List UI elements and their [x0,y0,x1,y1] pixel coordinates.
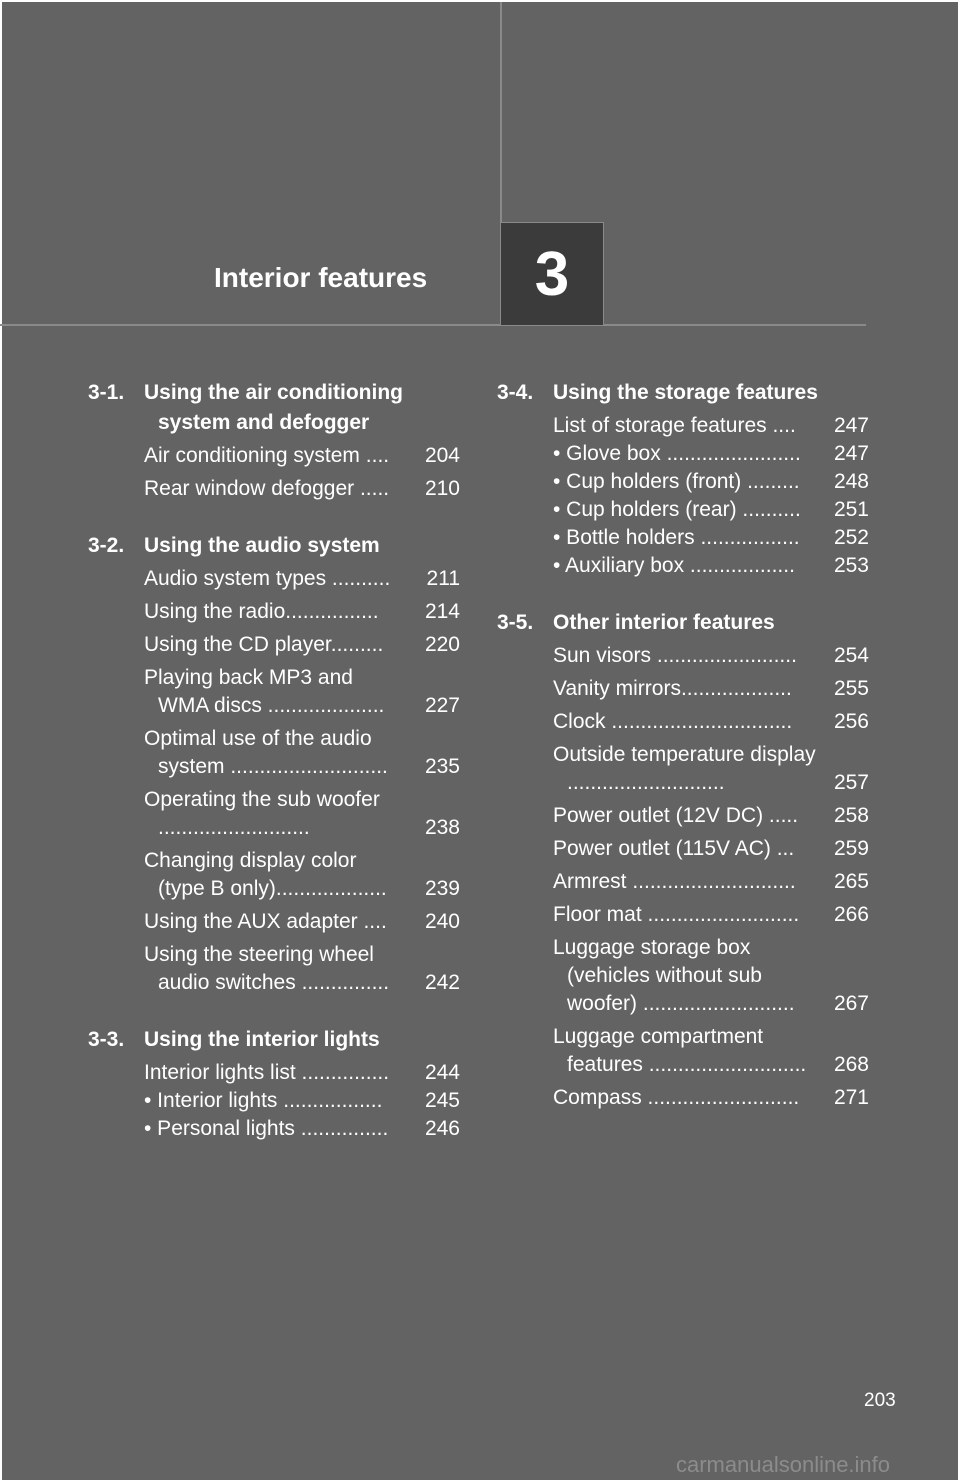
toc-entry-label: Using the CD player [144,633,331,656]
section-number: 3-2. [88,534,125,557]
toc-leader-dots: .... [357,910,387,933]
toc-entry[interactable] [144,847,460,903]
toc-section-3-2 [88,531,460,997]
toc-entry-page: 248 [833,470,869,493]
toc-entry-page: 242 [424,971,460,994]
toc-entry-page: 245 [424,1089,460,1112]
toc-entry-label: • Interior lights [144,1089,278,1112]
toc-leader-dots: ................. [694,526,800,549]
toc-entry[interactable] [553,835,869,863]
toc-entry-page: 259 [833,837,869,860]
toc-section-3-5 [497,608,869,1112]
toc-entry[interactable] [553,412,869,440]
toc-entry-name [144,786,408,842]
toc-entry-page: 220 [424,633,460,656]
toc-entry-page: 252 [833,526,869,549]
toc-entry[interactable] [553,934,869,1018]
toc-entry-page: 265 [833,870,869,893]
toc-entry[interactable] [144,664,460,720]
toc-entry-label: Floor mat [553,903,642,926]
toc-entry-page: 227 [424,694,460,717]
toc-entry-label: List of storage features [553,414,767,437]
toc-leader-dots: .................. [684,554,795,577]
toc-leader-dots: .......... [326,567,391,590]
toc-entry-page: 246 [424,1117,460,1140]
toc-leader-dots: ..... [354,477,390,500]
toc-entry-page: 257 [833,771,869,794]
toc-entry-page: 210 [424,477,460,500]
toc-entry[interactable] [144,475,460,503]
toc-entry-page: 253 [833,554,869,577]
toc-leader-dots: ..... [763,804,799,827]
toc-entry-page: 235 [424,755,460,778]
toc-entry[interactable] [553,496,869,524]
toc-entry-name [144,664,408,720]
toc-entry-name [144,941,408,997]
toc-entry-page: 238 [424,816,460,839]
toc-entry-label: Using the radio [144,600,286,623]
toc-entry[interactable] [144,1087,460,1115]
toc-entry[interactable] [553,708,869,736]
toc-entry[interactable] [553,1084,869,1112]
toc-entry-name [553,552,817,580]
toc-leader-dots: ................... [680,677,792,700]
toc-entry-page: 204 [424,444,460,467]
toc-leader-dots: ................... [275,877,387,900]
toc-entry-page: 258 [833,804,869,827]
toc-entry-page: 244 [424,1061,460,1084]
toc-leader-dots: .......................... [158,816,310,839]
toc-entry-label: Rear window defogger [144,477,355,500]
toc-entry-page: 266 [833,903,869,926]
toc-entry-name [144,725,408,781]
toc-entry-name [144,565,408,593]
toc-entry-name [144,442,408,470]
toc-entry[interactable] [144,442,460,470]
toc-leader-dots: ........................... [567,771,725,794]
toc-entry-label: Outside temperature display [553,743,816,766]
toc-entry[interactable] [553,1023,869,1079]
toc-section-3-4 [497,378,869,580]
toc-entry[interactable] [553,440,869,468]
toc-entry-label: Changing display color (type B only) [144,849,357,900]
toc-entry-name [144,631,408,659]
toc-entry-name [553,440,817,468]
toc-entry-label: • Personal lights [144,1117,295,1140]
toc-entry-name [144,847,408,903]
section-title: Using the air conditioning system and defogger [144,381,403,434]
section-title: Using the storage features [553,381,818,404]
toc-leader-dots: ......... [741,470,800,493]
toc-leader-dots: ............................ [626,870,796,893]
toc-entry-name [144,908,408,936]
toc-entry[interactable] [553,901,869,929]
page-number: 203 [864,1390,896,1411]
toc-entry-name [553,901,817,929]
toc-entry-name [553,741,817,797]
toc-leader-dots: ........................... [642,1053,807,1076]
toc-entry[interactable] [144,786,460,842]
toc-entry[interactable] [144,725,460,781]
section-number: 3-5. [497,611,534,634]
toc-entry-label: Clock [553,710,606,733]
toc-entry[interactable] [144,598,460,626]
toc-leader-dots: .......................... [641,903,800,926]
toc-entry-page: 256 [833,710,869,733]
toc-entry-name [553,524,817,552]
toc-entry[interactable] [144,941,460,997]
toc-entry-page: 255 [833,677,869,700]
toc-entry-label: • Bottle holders [553,526,695,549]
toc-entry-name [144,475,408,503]
section-title: Other interior features [553,611,775,634]
toc-entry-label: • Cup holders (rear) [553,498,737,521]
toc-entry-page: 268 [833,1053,869,1076]
toc-entry-label: Armrest [553,870,627,893]
toc-entries [497,412,869,580]
toc-entry-page: 251 [833,498,869,521]
toc-leader-dots: ....................... [660,442,801,465]
toc-leader-dots: ... [770,837,795,860]
toc-entry[interactable] [553,552,869,580]
toc-entry-page: 247 [833,414,869,437]
chapter-number-box [500,222,604,326]
toc-entry-name [553,868,817,896]
toc-entry-name [553,1084,817,1112]
toc-leader-dots: .......... [736,498,801,521]
toc-leader-dots: .... [359,444,390,467]
toc-entry-name [144,1115,408,1143]
toc-leader-dots: ........................ [651,644,797,667]
toc-entry-label: Optimal use of the audio system [144,727,372,778]
section-heading[interactable] [88,1025,460,1055]
toc-section-3-1 [88,378,460,503]
toc-leader-dots: ............................... [605,710,793,733]
toc-entry-name [553,412,817,440]
section-heading[interactable] [497,378,869,408]
toc-entry[interactable] [144,908,460,936]
section-number: 3-3. [88,1028,125,1051]
toc-entry-label: Luggage compartment features [553,1025,764,1076]
toc-entry-name [553,675,817,703]
section-heading[interactable] [88,531,460,561]
toc-entry-label: Sun visors [553,644,652,667]
toc-leader-dots: ........................... [224,755,388,778]
toc-entry-name [553,496,817,524]
toc-entry-name [144,1087,408,1115]
toc-entry[interactable] [553,868,869,896]
toc-entry-label: Luggage storage box (vehicles without sub woofer) [553,936,762,1015]
toc-leader-dots: ................ [285,600,379,623]
toc-entry-page: 239 [424,877,460,900]
toc-entry-name [553,468,817,496]
divider-horizontal [0,324,866,326]
toc-entry-name [553,1023,817,1079]
toc-entry[interactable] [553,524,869,552]
section-title: Using the audio system [144,534,380,557]
toc-entry-page: 211 [426,567,460,590]
toc-leader-dots: ............... [295,1061,390,1084]
toc-entry[interactable] [553,642,869,670]
toc-entry-label: Audio system types [144,567,327,590]
toc-entry[interactable] [553,468,869,496]
toc-entry-name [144,598,408,626]
section-heading[interactable] [88,378,460,438]
section-number: 3-1. [88,381,125,404]
toc-leader-dots: .... [766,414,796,437]
toc-entry-name [553,802,817,830]
toc-entries [497,642,869,1112]
toc-entry-name [553,708,817,736]
watermark: carmanualsonline.info [676,1452,891,1477]
toc-leader-dots: ............... [294,1117,389,1140]
section-heading[interactable] [497,608,869,638]
toc-entry-page: 267 [833,992,869,1015]
toc-entry[interactable] [553,741,869,797]
toc-leader-dots: ............... [295,971,390,994]
toc-entry-label: Air conditioning system [144,444,360,467]
chapter-title: Interior features [214,262,428,293]
toc-leader-dots: ......... [330,633,384,656]
toc-entry[interactable] [553,802,869,830]
toc-entry-name [553,934,817,1018]
section-title: Using the interior lights [144,1028,380,1051]
toc-entry-label: Interior lights list [144,1061,296,1084]
toc-entry[interactable] [144,1059,460,1087]
toc-entry-label: • Glove box [553,442,661,465]
toc-entry-label: • Cup holders (front) [553,470,742,493]
toc-entry-page: 254 [833,644,869,667]
toc-leader-dots: ................. [277,1089,383,1112]
toc-column-left [88,378,460,1171]
toc-entry-label: Operating the sub woofer [144,788,380,811]
toc-entry-label: Power outlet (12V DC) [553,804,764,827]
toc-entry-name [553,835,817,863]
toc-entry-name [553,642,817,670]
toc-entry[interactable] [553,675,869,703]
toc-entry-label: Using the AUX adapter [144,910,358,933]
toc-entry-name [144,1059,408,1087]
toc-entries [88,442,460,503]
toc-entry-page: 271 [833,1086,869,1109]
toc-entries [88,565,460,997]
toc-entry[interactable] [144,631,460,659]
toc-section-3-3 [88,1025,460,1143]
toc-leader-dots: .......................... [637,992,795,1015]
toc-entry-label: Playing back MP3 and WMA discs [144,666,353,717]
toc-entry-label: • Auxiliary box [553,554,685,577]
toc-entry[interactable] [144,1115,460,1143]
section-number: 3-4. [497,381,534,404]
toc-column-right [497,378,869,1140]
chapter-number: 3 [534,239,570,309]
divider-vertical [500,2,502,224]
toc-entry-page: 247 [833,442,869,465]
toc-entry-label: Compass [553,1086,642,1109]
toc-entry-label: Vanity mirrors [553,677,681,700]
toc-entry-label: Power outlet (115V AC) [553,837,771,860]
toc-leader-dots: .......................... [641,1086,800,1109]
toc-entry-page: 240 [424,910,460,933]
toc-entry[interactable] [144,565,460,593]
toc-entry-label: Using the steering wheel audio switches [144,943,374,994]
toc-leader-dots: .................... [261,694,385,717]
toc-entries [88,1059,460,1143]
toc-entry-page: 214 [424,600,460,623]
